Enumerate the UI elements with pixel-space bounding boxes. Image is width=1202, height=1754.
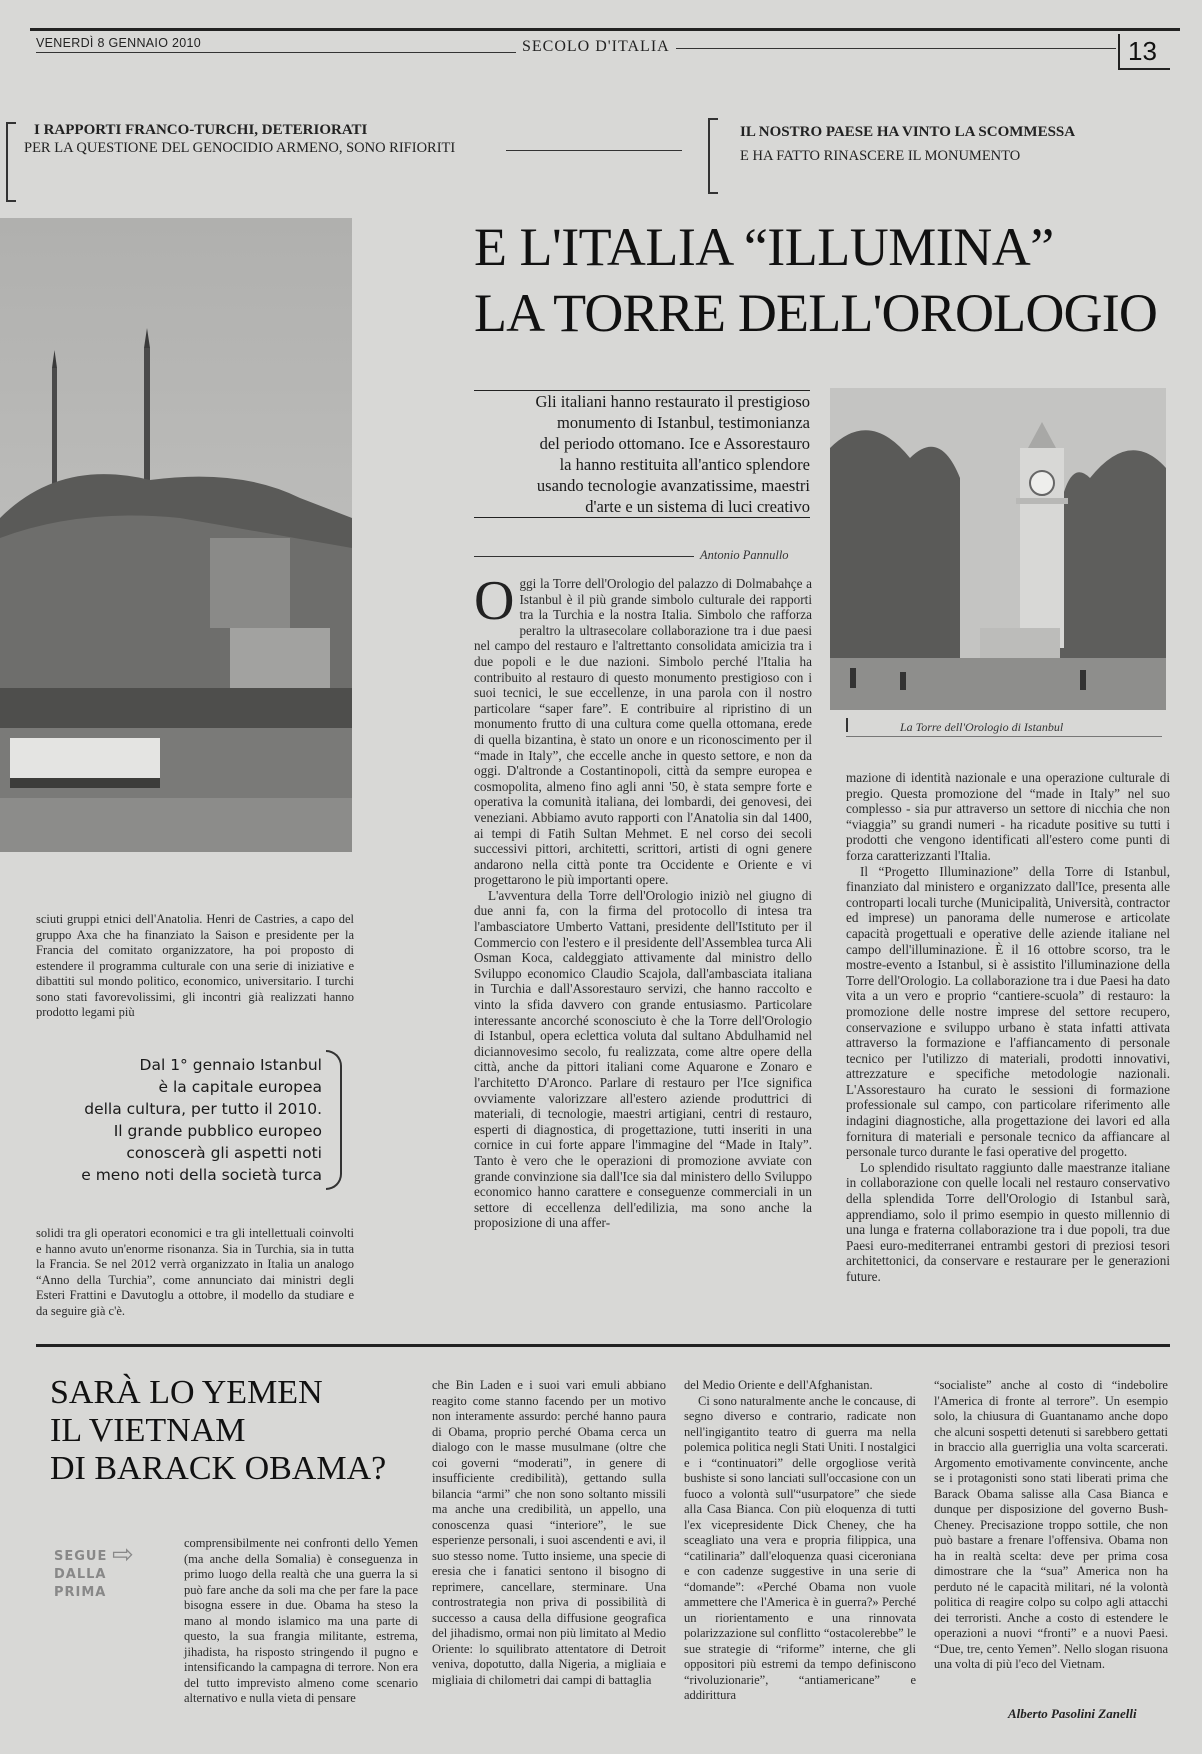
kicker-right-bracket (708, 118, 718, 194)
bottom-headline-line: IL VIETNAM (50, 1412, 246, 1449)
waterfront-illustration (0, 218, 352, 852)
standfirst-line: la hanno restituita all'antico splendore (559, 455, 810, 474)
byline: Antonio Pannullo (700, 548, 789, 562)
article-paragraph: del Medio Oriente e dell'Afghanistan. (684, 1378, 873, 1392)
photo-caption: La Torre dell'Orologio di Istanbul (900, 720, 1064, 734)
kicker-left-line1: I RAPPORTI FRANCO-TURCHI, DETERIORATI (34, 122, 368, 138)
standfirst-line: del periodo ottomano. Ice e Assorestauro (539, 434, 810, 453)
pull-quote-line: è la capitale europea (158, 1078, 322, 1096)
pull-quote-line: conoscerà gli aspetti noti (126, 1144, 322, 1162)
drop-cap: O (474, 570, 515, 632)
pull-quote-line: Il grande pubblico europeo (113, 1122, 322, 1140)
bottom-column-1: comprensibilmente nei confronti dello Yemen (ma anche della Somalia) è conseguenza in primo luogo della realtà che una guerra la si può fare anche da soli ma che per fare la pace bisogna essere in due. Obama ha steso la mano al mondo islamico ma una parte di questo, la sua frangia militante, estrema, jihadista, ha risposto stringendo il pugno e intensificando la campagna di terrore. Non era del tutto imprevisto almeno come scenario alternativo e nulla vieta di pensare (184, 1536, 418, 1705)
pull-quote-line: della cultura, per tutto il 2010. (84, 1100, 322, 1118)
clock-tower-illustration (830, 388, 1166, 710)
bottom-headline-line: SARÀ LO YEMEN (50, 1374, 323, 1411)
bottom-headline (50, 1374, 386, 1488)
kicker-left-line2: PER LA QUESTIONE DEL GENOCIDIO ARMENO, SONO RIFIORITI (24, 140, 456, 156)
standfirst-line: monumento di Istanbul, testimonianza (557, 413, 810, 432)
article-column-1 (474, 570, 812, 1231)
article-paragraph: Lo splendido risultato raggiunto dalle maestranze italiane in collaborazione con quelle locali nel restauro conservativo della splendida Torre dell'Orologio di Istanbul sarà, apprendiamo, solo il primo esempio in questo millennio di una lunga e fraterna collaborazione tra i due popoli, tra due Paesi euro-mediterranei entrambi gestori di preziosi tesori architettonici, da conservare e restaurare per le generazioni future. (846, 1159, 1170, 1284)
left-column-text-bottom: solidi tra gli operatori economici e tra gli intellettuali coinvolti e hanno avuto un'enorme risonanza. Sia in Turchia, sia in tutta la Francia. Se nel 2012 verrà organizzato in Italia un analogo “Anno della Turchia”, come annunciato dai ministri degli Esteri Frattini e Davutoglu a ottobre, il modello da studiare e da seguire già c'è. (36, 1226, 354, 1318)
bottom-column-3 (684, 1378, 916, 1704)
standfirst-line: Gli italiani hanno restaurato il prestigioso (474, 390, 810, 412)
page-number: 13 (1128, 36, 1157, 66)
bottom-article-divider (36, 1344, 1170, 1347)
kicker-right-line1: IL NOSTRO PAESE HA VINTO LA SCOMMESSA (740, 124, 1076, 140)
bottom-author: Alberto Pasolini Zanelli (1008, 1706, 1137, 1721)
segue-arrow-icon: ⇨ (112, 1540, 134, 1570)
article-paragraph: Il “Progetto Illuminazione” della Torre di Istanbul, finanziato dal ministero e organizzato dall'Ice, presenta alle controparti locali turche (Municipalità, Università, contractor ed imprese) un panorama delle numerose e articolate capacità progettuali e operative delle aziende italiane nel campo dell'illuminazione. È il 16 ottobre scorso, tra le mostre-evento a Istanbul, si è assistito l'illuminazione della Torre dell'Orologio. La collaborazione tra i due Paesi ha dato vita a un vero e proprio “cantiere-scuola” di restauro: la promozione delle nostre imprese del settore recupero, conservazione e sviluppo urbano è stata infatti attivata attraverso la formazione e l'affiancamento di personale tecnico per l'utilizzo di materiali, prodotti innovativi, attrezzature e specifiche metodologie nazionali. L'Assorestauro ha curato le sessioni di formazione professionale sul campo, con particolare riferimento alle indagini diagnostiche, alla progettazione dei lavori ed alla fornitura di materiali e personale tecnico da affiancare al personale turco durante le fasi operative del progetto. (846, 863, 1170, 1160)
pull-quote-line: e meno noti della società turca (81, 1166, 322, 1184)
bottom-column-4: “socialiste” anche al costo di “indebolire l'America di fronte al terrore”. Un esempio solo, la chiusura di Guantanamo anche dopo che alcuni sospetti detenuti si sarebbero gettati in braccio alla guerriglia una volta scarcerati. Argomento emotivamente convincente, anche se i protagonisti sono stati liberati prima che Barack Obama salisse alla Casa Bianca e dunque per disposizione del governo Bush-Cheney. Precisazione troppo sottile, che non può bastare a frenare l'offensiva. Obama non ha in realtà scelta: deve per prima cosa dimostrare che la “sua” America non ha perduto né le capacità militari, né la volontà politica di reagire colpo su colpo agli attacchi dei terroristi. Anche a costo di estendere le operazioni a nuovi “fronti” e a nuovi Paesi. “Due, tre, cento Yemen”. Nello slogan risuona una volta di più l'eco del Vietnam. (934, 1378, 1168, 1671)
bottom-headline-line: DI BARACK OBAMA? (50, 1450, 387, 1487)
standfirst-line: usando tecnologie avanzatissime, maestri (536, 476, 810, 495)
header-date: VENERDÌ 8 GENNAIO 2010 (36, 36, 201, 50)
kicker-right-line2: E HA FATTO RINASCERE IL MONUMENTO (740, 148, 1021, 164)
photo-istanbul-waterfront (0, 218, 352, 852)
article-paragraph: mazione di identità nazionale e una operazione culturale di pregio. Questa promozione del “made in Italy” nel suo complesso - sia pur attraverso un settore di nicchia che non “viaggia” su grandi numeri - ha ricadute positive su tutti i prodotti che vengono identificati all'estero come punti di forza caratterizzanti l'Italia. (846, 770, 1170, 863)
pull-quote-line: Dal 1° gennaio Istanbul (139, 1056, 322, 1074)
segue-line: SEGUE (54, 1549, 108, 1564)
article-column-2 (846, 770, 1170, 1285)
segue-label (54, 1548, 107, 1602)
masthead-top-rule (30, 28, 1180, 31)
article-paragraph: L'avventura della Torre dell'Orologio iniziò nel giugno di due anni fa, con la firma del protocollo di intesa tra l'ambasciatore Umberto Vattani, presidente dell'Istituto per il Commercio con l'estero e il presidente dell'Assemblea turca Ali Osman Koca, caldeggiato attivamente dal ministro dello Sviluppo economico Claudio Scajola, dall'ambasciata italiana in Turchia e dall'Assorestauro servizi, che hanno raccolto e vinto la sfida davvero con grande entusiasmo. Particolare interessante ancorché sconosciuto è che la Torre dell'Orologio di Istanbul, opera eclettica voluta dal sultano Abdulhamid nel diciannovesimo secolo, fu realizzata, come altre opere della città, anche da pittori italiani come Aquarone e Zonaro e l'architetto D'Aronco. Parlare di restauro per l'Ice significa ovviamente valorizzare all'estero aziende produttrici di materiali, di tecnologie, maestri artigiani, centri di restauro, esperti di diagnostica, di progettazione, tutti inseriti in una cornice in cui forte appare l'immagine del “Made in Italy”. Tanto è vero che le operazioni di promozione avviate con grande convinzione sia dall'Ice sia dal ministero dello Sviluppo economico hanno carattere e conseguenze commerciali in un settore di eccellenza dell'edilizia, ma sono anche la proposizione di una affer- (474, 887, 812, 1231)
left-column-text-top: sciuti gruppi etnici dell'Anatolia. Henri de Castries, a capo del gruppo Axa che ha finanziato la Saison e presidente per la Francia del comitato organizzatore, ha poi proposto di estendere il programma culturale con una serie di iniziative e dibattiti sul mondo politico, economico, universitario. I turchi sono stati favorevolissimi, gli incontri già realizzati hanno prodotto legami più (36, 912, 354, 1019)
standfirst (474, 390, 810, 518)
photo-clock-tower (830, 388, 1166, 710)
segue-line: PRIMA (54, 1585, 107, 1600)
pull-quote-brace (326, 1050, 342, 1190)
pull-quote (40, 1054, 322, 1186)
kicker-connector-rule (506, 150, 682, 151)
caption-marker (846, 718, 848, 732)
header-section-rule (676, 48, 1116, 49)
article-paragraph: Ci sono naturalmente anche le concause, di segno diverso e contrario, radicate non nell'ingigantito teatro di guerra ma nella polemica politica negli Stati Uniti. I nostalgici e i “continuatori” delle orgogliose verità bushiste si sono lanciati sull'occasione con un fuoco a volontà sull'“usurpatore” che siede alla Casa Bianca. Con più eloquenza di tutti l'ex vicepresidente Dick Cheney, che ha sceagliato una vera e propria filippica, una “catilinaria” dall'eloquenza quasi ciceroniana e con cadenze suggestive in una serie di “domande”: «Perché Obama non vuole ammettere che l'America è in guerra?» Perché un riorientamento e una rinnovata polarizzazione sul conflitto “ostacolerebbe” le sue strategie di “riforme” interne, che gli oppositori più estremi da tempo definiscono “rivoluzionarie”, “antiamericane” e addirittura (684, 1393, 916, 1702)
standfirst-line: d'arte e un sistema di luci creativo (474, 496, 810, 518)
byline-rule (474, 556, 694, 557)
headline-line1: E L'ITALIA “ILLUMINA” (474, 217, 1054, 277)
caption-rule (846, 736, 1162, 737)
article-paragraph: ggi la Torre dell'Orologio del palazzo di Dolmabahçe a Istanbul è il più grande simbolo culturale dei rapporti tra la Turchia e la nostra Italia. Simbolo che rafforza peraltro la ultrasecolare collaborazione tra i due paesi nel campo del restauro e l'altrettanto consolidata amicizia tra i due popoli e le due nazioni. Simbolo perché l'Italia ha contribuito al restauro di questo monumento prestigioso con i suoi tecnici, le sue eccellenze, in una parola con il nostro particolare “saper fare”. E contribuire al ripristino di un monumento frutto di una cultura come quella ottomana, erede di quella bizantina, è stato un onore e un riconoscimento per il “made in Italy”, che eccelle anche in questo settore, e non da oggi. D'altronde a Costantinopoli, città da sempre europea e cosmopolita, almeno fino agli anni '50, è stata sempre forte e operativa la comunità italiana, dei lombardi, dei genovesi, dei veneziani. Abbiamo avuto rapporti con l'Anatolia sin dal 1400, ai tempi di Fatih Sultan Mehmet. E nel corso dei secoli successivi pittori, architetti, scrittori, artisti di ogni genere andarono nella città ponte tra Occidente e Oriente e vi progettarono le più importanti opere. (474, 576, 812, 888)
kicker-left-bracket (6, 122, 16, 202)
header-section: SECOLO D'ITALIA (522, 38, 670, 55)
bottom-column-2: che Bin Laden e i suoi vari emuli abbiano reagito come stanno facendo per un motivo non interamente assurdo: perché hanno paura di Obama, proprio perché Obama cerca un dialogo con le masse musulmane (oltre che coi governi “moderati”, in genere di insufficiente credibilità), gettando sulla bilancia “armi” che non sono soltanto missili ma anche una credibilità, un appello, una conoscenza quasi “interiore”, le sue esperienze personali, i suoi ascendenti e avi, il suo stesso nome. Tutto insieme, una specie di eresia che i fanatici sentono il bisogno di reprimere, cancellare, sterminare. Una controstrategia non priva di possibilità di successo a causa della diffusione geografica del jihadismo, ormai non più limitato al Medio Oriente: lo squilibrato attentatore di Detroit veniva, dopotutto, dalla Nigeria, a migliaia e migliaia di chilometri dai campi di battaglia (432, 1378, 666, 1687)
header-date-rule (36, 52, 516, 53)
segue-line: DALLA (54, 1567, 107, 1582)
headline-line2: LA TORRE DELL'OROLOGIO (474, 283, 1158, 343)
